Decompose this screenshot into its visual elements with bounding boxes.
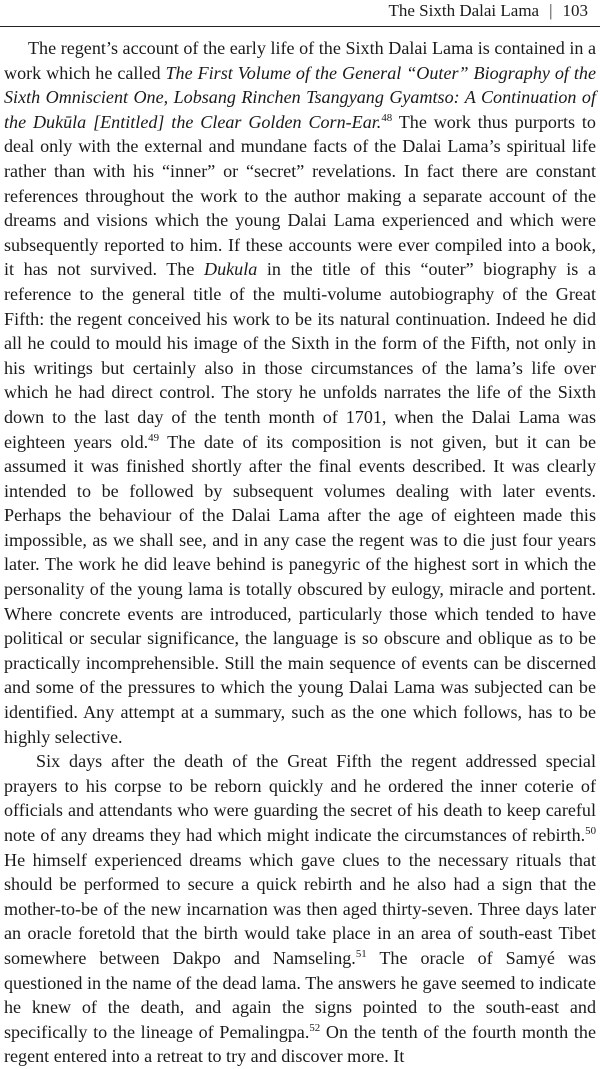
text-run: in the title of this “outer” biography is a reference to the general title of the multi-volume autobiography of the Great Fifth: the regent conceived his work to be its natural continuation. Indeed he did all he could to mould his image of the Sixth in the form of the Fifth, not only in his writings but certainly also in those circumstances of the lama’s life over which he had direct control. The story he unfolds narrates the life of the Sixth down to the last day of the tenth month of 1701, when the Dalai Lama was eighteen years old. [4, 259, 596, 452]
running-title: The Sixth Dalai Lama [388, 1, 540, 20]
footnote-ref: 52 [309, 1021, 321, 1034]
text-run: Six days after the death of the Great Fifth the regent addressed special prayers to his corpse to be reborn quickly and he ordered the inner coterie of officials and attendants who were guarding the secret of his death to keep careful note of any dreams they had which might indicate the circumstances of rebirth. [4, 751, 596, 845]
page-number: 103 [562, 1, 588, 20]
paragraph [4, 36, 596, 749]
text-run: On the tenth of the fourth month the regent entered into a retreat to try and discover more. It [4, 1021, 596, 1067]
footnote-ref: 51 [355, 947, 367, 960]
text-run: He himself experienced dreams which gave clues to the necessary rituals that should be performed to secure a quick rebirth and he also had a sign that the mother-to-be of the new incarnation was then aged thirty-seven. Three days later an oracle foretold that the birth would take place in an area of south-east Tibet somewhere between Dakpo and Namseling. [4, 849, 596, 968]
footnote-ref: 50 [585, 824, 596, 837]
header-rule [0, 26, 600, 27]
header-separator: | [549, 1, 553, 20]
text-run: The oracle of Samyé was questioned in the name of the dead lama. The answers he gave seemed to indicate he knew of the death, and again the signs pointed to the south-east and specifically to the lineage of Pemalingpa. [4, 947, 597, 1042]
text-run: The date of its composition is not given, but it can be assumed it was finished shortly after the final events described. It was clearly intended to be followed by subsequent volumes dealing with later events. Perhaps the behaviour of the Dalai Lama after the age of eighteen made this impossible, as we shall see, and in any case the regent was to die just four years later. The work he did leave behind is panegyric of the highest sort in which the personality of the young lama is totally obscured by eulogy, miracle and portent. Where concrete events are introduced, particularly those which tended to have political or secular significance, the language is so obscure and oblique as to be practically incomprehensible. Still the main sequence of events can be discerned and some of the pressures to which the young Dalai Lama was subjected can be identified. Any attempt at a summary, such as the one which follows, has to be highly selective. [4, 431, 597, 747]
footnote-ref: 49 [148, 431, 159, 444]
text-run: The work thus purports to deal only with the external and mundane facts of the Dalai Lama’s spiritual life rather than with his “inner” or “secret” revelations. In fact there are constant references throughout the work to the author making a separate account of the dreams and visions which the young Dalai Lama experienced and which were subsequently reported to him. If these accounts were ever compiled into a book, it has not survived. The [4, 111, 596, 280]
running-head [389, 0, 589, 22]
footnote-ref: 48 [381, 111, 393, 124]
book-title: The First Volume of the General “Outer” Biography of the Sixth Omniscient One, Lobsang Rinchen Tsangyang Gyamtso: A Continuation of the Dukūla [Entitled] the Clear Golden Corn-Ear. [4, 62, 596, 132]
paragraph [4, 749, 596, 1069]
body-text [4, 36, 596, 1069]
text-run: The regent’s account of the early life of the Sixth Dalai Lama is contained in a work which he called [4, 38, 596, 83]
italic-term: Dukula [204, 259, 258, 280]
